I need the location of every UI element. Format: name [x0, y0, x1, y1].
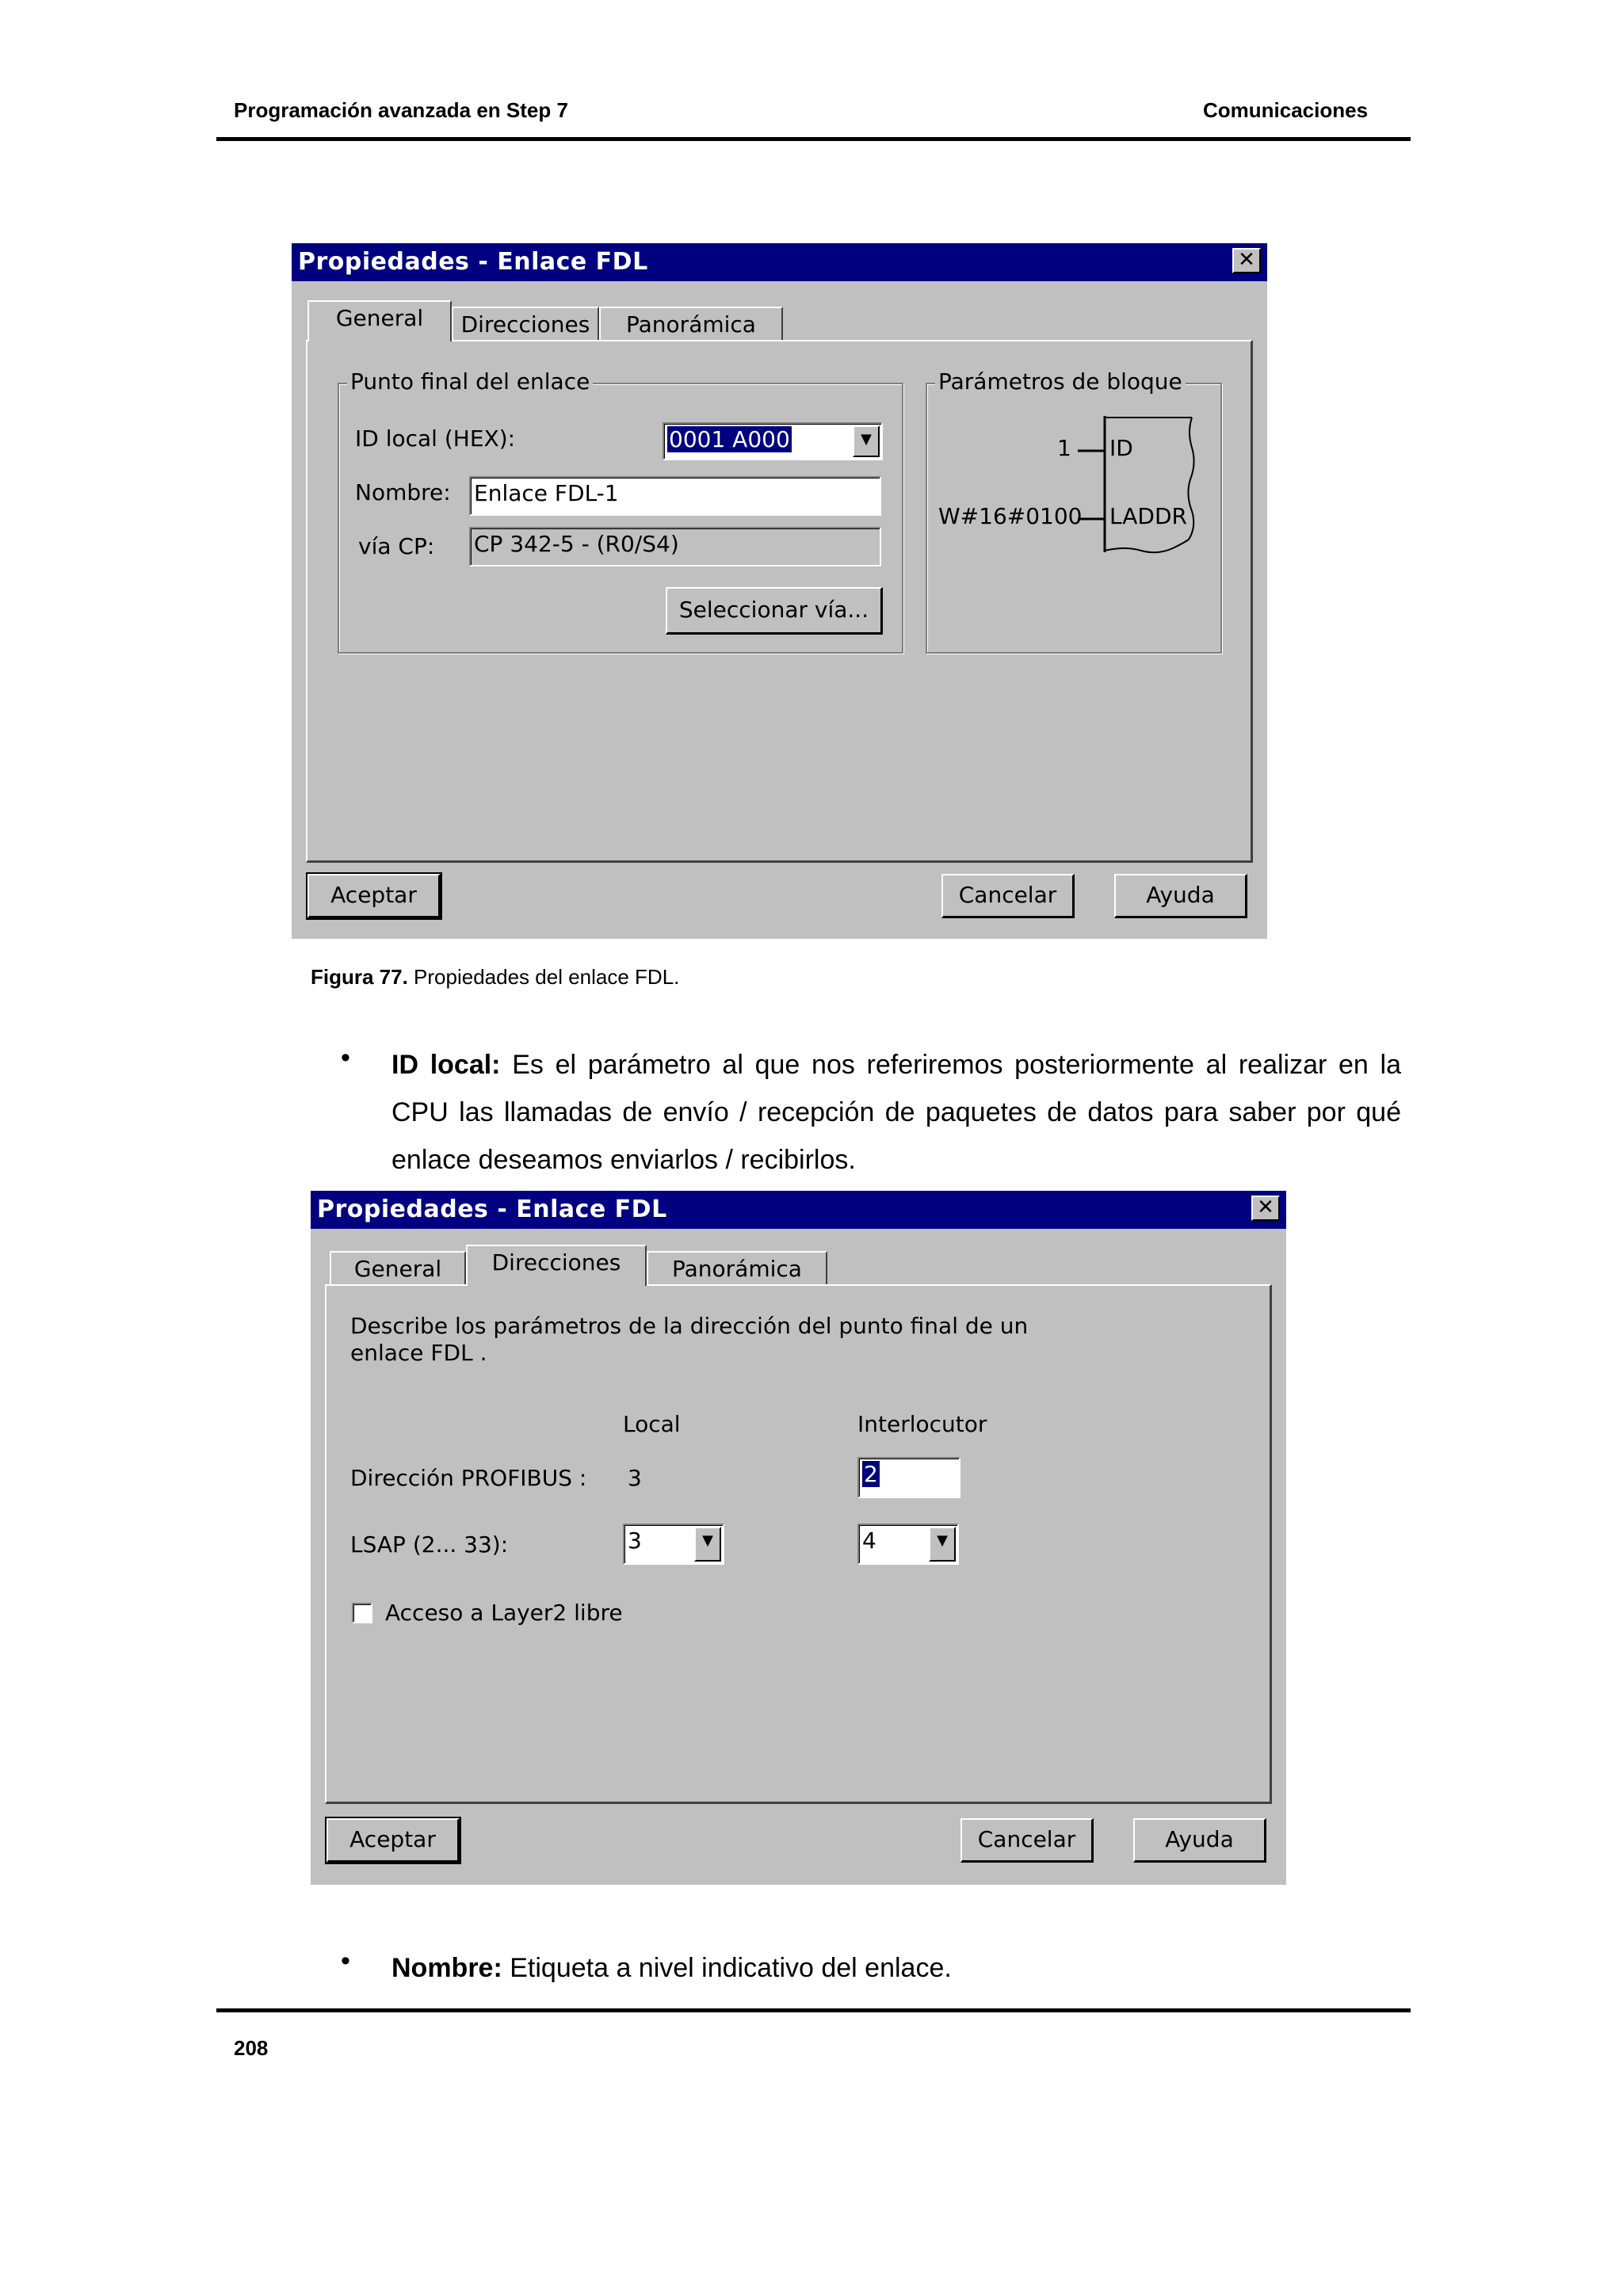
lsap-local-value: 3 — [628, 1527, 642, 1554]
profibus-label: Dirección PROFIBUS : — [350, 1465, 587, 1491]
header-rule — [216, 137, 1411, 141]
id-local-label: ID local (HEX): — [355, 425, 516, 452]
layer2-label: Acceso a Layer2 libre — [385, 1600, 623, 1626]
lsap-label: LSAP (2... 33): — [350, 1531, 509, 1558]
dialog-title: Propiedades - Enlace FDL — [317, 1196, 667, 1223]
figure-caption-text: Propiedades del enlace FDL. — [407, 965, 680, 989]
figure-caption — [311, 965, 679, 990]
group-endpoint — [338, 368, 903, 654]
help-button[interactable]: Ayuda — [1114, 874, 1247, 918]
close-icon[interactable]: ✕ — [1251, 1196, 1280, 1221]
pin-id-value: 1 — [1057, 435, 1071, 461]
tab-general[interactable]: General — [307, 300, 452, 341]
bullet-nombre-text: Etiqueta a nivel indicativo del enlace. — [502, 1953, 952, 1983]
pin-laddr-name: LADDR — [1109, 503, 1187, 529]
bullet-nombre — [391, 1944, 1401, 1992]
cancel-button[interactable]: Cancelar — [960, 1818, 1094, 1863]
chevron-down-icon[interactable]: ▼ — [694, 1527, 721, 1562]
lsap-local-dropdown[interactable] — [623, 1524, 724, 1565]
chevron-down-icon[interactable]: ▼ — [853, 425, 880, 457]
tab-general[interactable]: General — [330, 1251, 466, 1286]
tab-panel — [325, 1284, 1272, 1804]
tab-panoramica[interactable]: Panorámica — [647, 1251, 827, 1286]
nombre-label: Nombre: — [355, 479, 451, 505]
footer-rule — [216, 2008, 1411, 2012]
tab-panoramica[interactable]: Panorámica — [599, 307, 783, 341]
help-button[interactable]: Ayuda — [1133, 1818, 1266, 1863]
header-chapter-title: Comunicaciones — [1203, 98, 1369, 122]
dialog-direcciones — [311, 1191, 1286, 1885]
bullet-nombre-term: Nombre: — [391, 1953, 502, 1983]
bullet-id-local — [391, 1041, 1401, 1184]
profibus-partner-value: 2 — [864, 1461, 878, 1487]
figure-caption-label: Figura 77. — [311, 965, 408, 989]
select-route-button[interactable]: Seleccionar vía... — [666, 587, 883, 635]
id-local-dropdown[interactable] — [663, 422, 883, 460]
column-partner: Interlocutor — [857, 1411, 987, 1437]
ok-button[interactable]: Aceptar — [327, 1818, 460, 1863]
profibus-partner-input[interactable] — [857, 1457, 960, 1498]
dialog-title: Propiedades - Enlace FDL — [298, 248, 648, 276]
bullet-id-local-text: Es el parámetro al que nos referiremos posteriormente al realizar en la CPU las llamadas de envío / recepción de paquetes de datos para saber por qué enlace deseamos enviarlos / recibirlos. — [391, 1050, 1402, 1175]
lsap-partner-value: 4 — [862, 1527, 876, 1554]
bullet-symbol: • — [341, 1043, 350, 1073]
ok-button[interactable]: Aceptar — [307, 874, 441, 918]
dialog-titlebar[interactable] — [311, 1191, 1286, 1229]
via-cp-field: CP 342-5 - (R0/S4) — [469, 527, 881, 566]
profibus-local-value: 3 — [628, 1465, 642, 1491]
header-book-title: Programación avanzada en Step 7 — [234, 98, 568, 122]
tab-panel — [306, 340, 1253, 863]
cancel-button[interactable]: Cancelar — [941, 874, 1075, 918]
dialog-general — [292, 243, 1267, 939]
id-local-value: 0001 A000 — [669, 426, 790, 452]
group-block-label: Parámetros de bloque — [935, 368, 1186, 395]
close-icon[interactable]: ✕ — [1232, 248, 1261, 273]
bullet-symbol: • — [341, 1946, 350, 1976]
pin-laddr-value: W#16#0100 — [938, 503, 1083, 529]
tab-direcciones[interactable]: Direcciones — [452, 307, 599, 341]
via-cp-label: vía CP: — [358, 533, 435, 559]
lsap-partner-dropdown[interactable] — [857, 1524, 959, 1565]
layer2-checkbox[interactable] — [352, 1603, 372, 1623]
page-number: 208 — [234, 2036, 269, 2060]
group-block-params — [926, 368, 1222, 654]
pin-id-name: ID — [1109, 435, 1133, 461]
description-line-1: Describe los parámetros de la dirección del punto final de un — [350, 1313, 1029, 1339]
description-line-2: enlace FDL . — [350, 1340, 487, 1366]
dialog-titlebar[interactable] — [292, 243, 1267, 281]
nombre-input[interactable]: Enlace FDL-1 — [469, 476, 881, 516]
tab-direcciones[interactable]: Direcciones — [466, 1245, 647, 1286]
group-endpoint-label: Punto final del enlace — [347, 368, 593, 395]
chevron-down-icon[interactable]: ▼ — [929, 1527, 956, 1562]
bullet-id-local-term: ID local: — [391, 1050, 501, 1080]
column-local: Local — [623, 1411, 681, 1437]
